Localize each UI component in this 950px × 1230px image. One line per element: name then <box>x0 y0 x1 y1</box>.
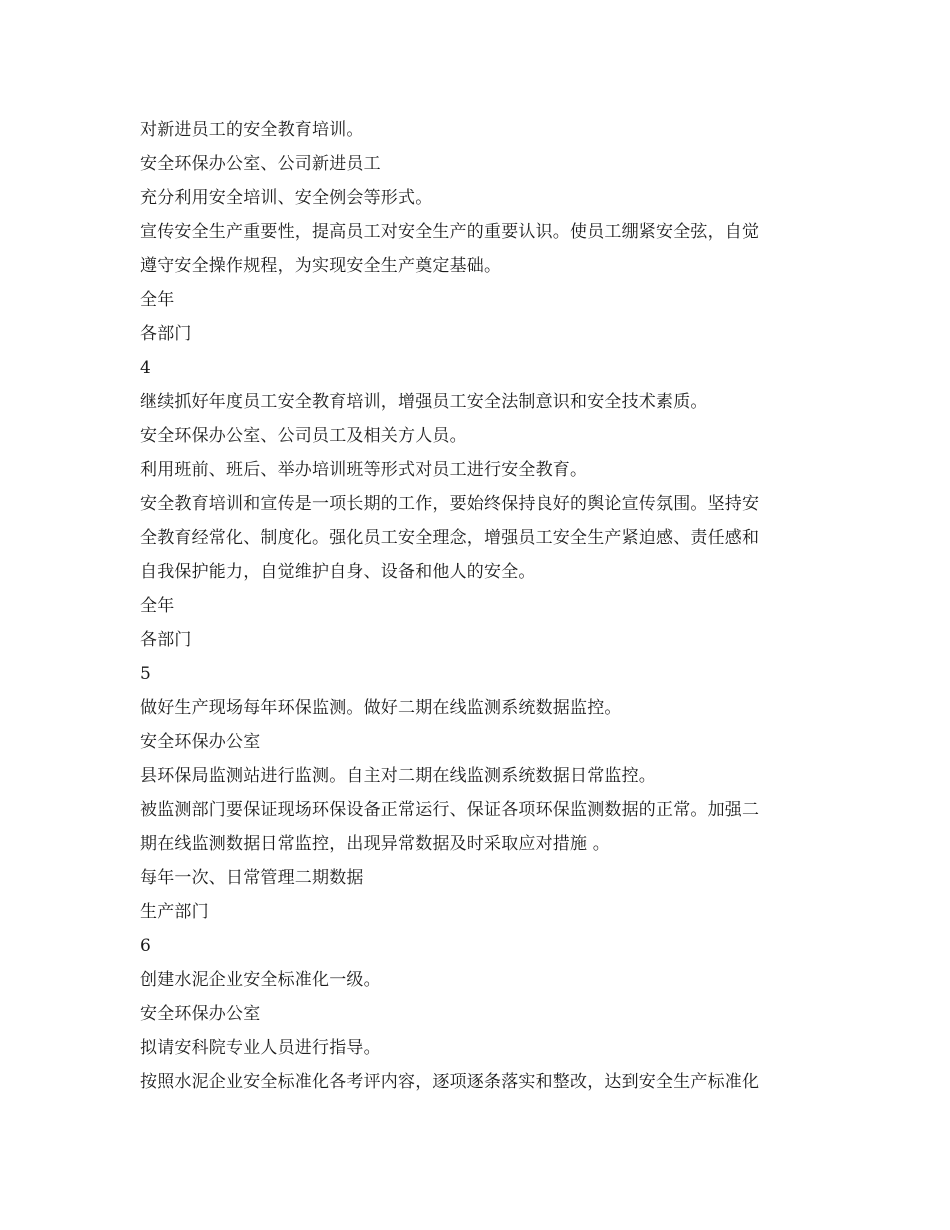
text-line: 继续抓好年度员工安全教育培训，增强员工安全法制意识和安全技术素质。 <box>140 392 708 412</box>
text-line: 充分利用安全培训、安全例会等形式。 <box>140 188 433 208</box>
text-line: 县环保局监测站进行监测。自主对二期在线监测系统数据日常监控。 <box>140 766 656 786</box>
text-line: 全教育经常化、制度化。强化员工安全理念，增强员工安全生产紧迫感、责任感和 <box>140 528 760 548</box>
text-line: 遵守安全操作规程，为实现安全生产奠定基础。 <box>140 256 502 276</box>
text-line: 安全教育培训和宣传是一项长期的工作，要始终保持良好的舆论宣传氛围。坚持安 <box>140 494 760 514</box>
text-line: 被监测部门要保证现场环保设备正常运行、保证各项环保监测数据的正常。加强二 <box>140 800 760 820</box>
text-line: 各部门 <box>140 324 192 344</box>
text-line: 按照水泥企业安全标准化各考评内容，逐项逐条落实和整改，达到安全生产标准化 <box>140 1072 760 1092</box>
text-line: 期在线监测数据日常监控，出现异常数据及时采取应对措施 。 <box>140 834 611 854</box>
text-line: 宣传安全生产重要性，提高员工对安全生产的重要认识。使员工绷紧安全弦，自觉 <box>140 222 760 242</box>
text-line: 各部门 <box>140 630 192 650</box>
text-line: 安全环保办公室、公司员工及相关方人员。 <box>140 426 467 446</box>
text-line: 安全环保办公室 <box>140 732 261 752</box>
text-line: 安全环保办公室、公司新进员工 <box>140 154 381 174</box>
document-body <box>140 113 815 1099</box>
text-line: 全年 <box>140 596 175 616</box>
text-line: 拟请安科院专业人员进行指导。 <box>140 1038 381 1058</box>
text-line: 做好生产现场每年环保监测。做好二期在线监测系统数据监控。 <box>140 698 622 718</box>
text-line: 利用班前、班后、举办培训班等形式对员工进行安全教育。 <box>140 460 588 480</box>
item-number: 6 <box>140 936 152 956</box>
text-line: 每年一次、日常管理二期数据 <box>140 868 364 888</box>
item-number: 4 <box>140 358 152 378</box>
text-line: 生产部门 <box>140 902 209 922</box>
text-line: 安全环保办公室 <box>140 1004 261 1024</box>
text-line: 创建水泥企业安全标准化一级。 <box>140 970 381 990</box>
text-line: 对新进员工的安全教育培训。 <box>140 120 364 140</box>
item-number: 5 <box>140 664 152 684</box>
text-line: 全年 <box>140 290 175 310</box>
text-line: 自我保护能力，自觉维护自身、设备和他人的安全。 <box>140 562 536 582</box>
